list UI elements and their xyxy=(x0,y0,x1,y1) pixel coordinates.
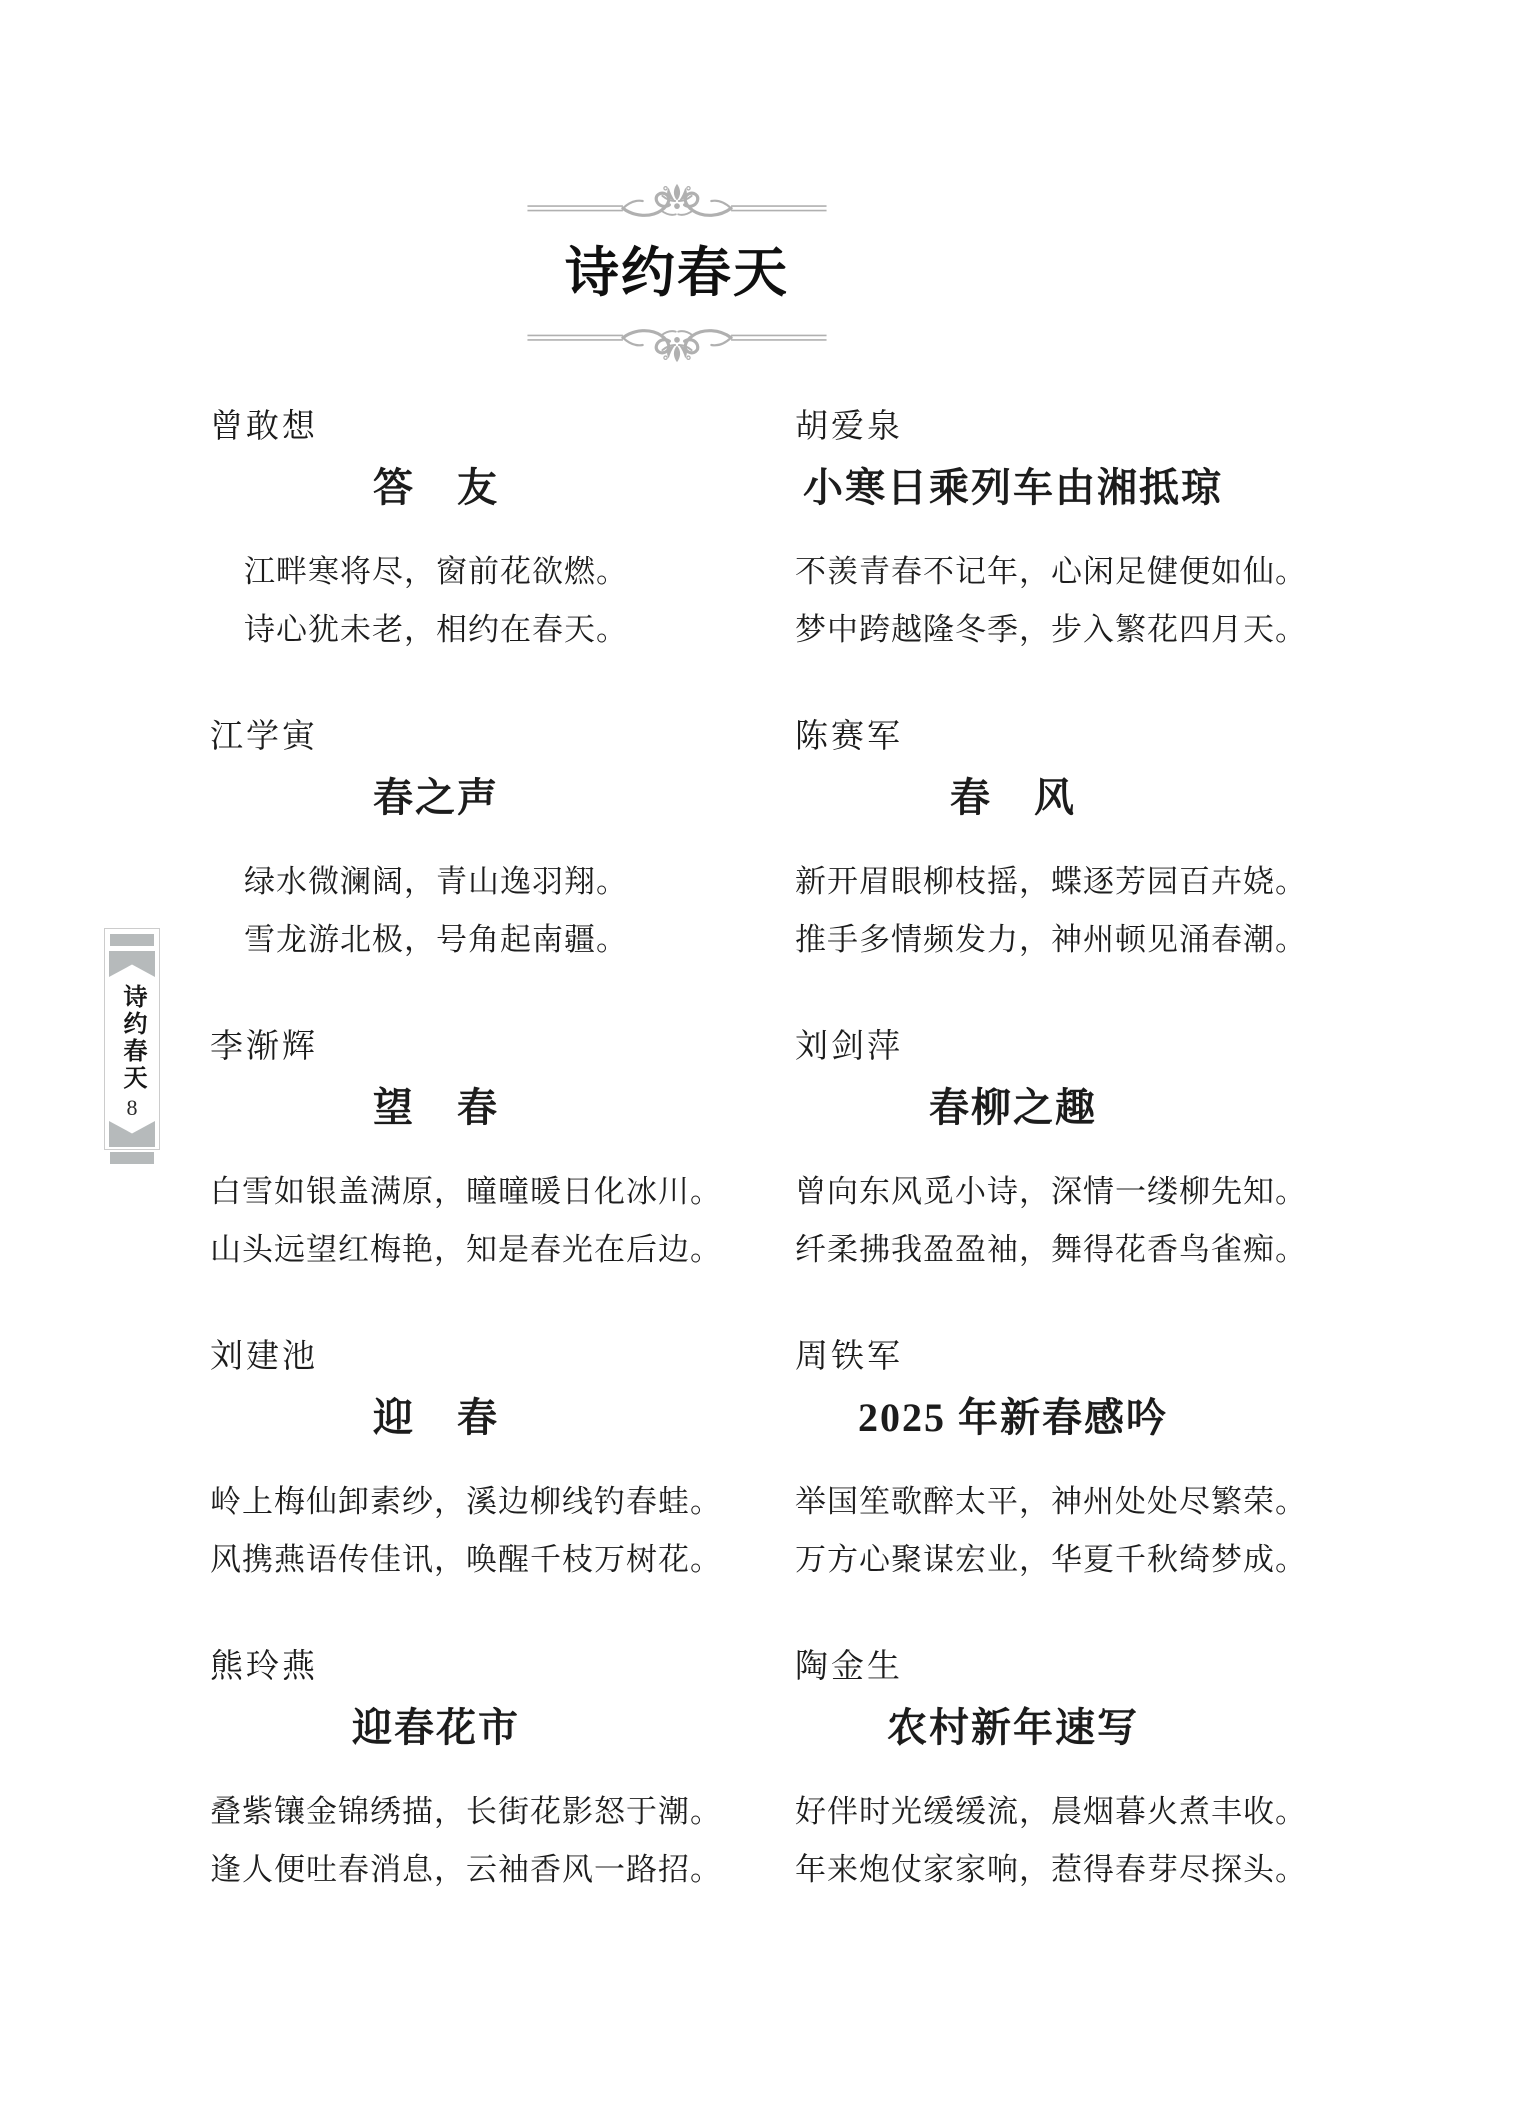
poem-author: 胡爱泉 xyxy=(795,409,903,445)
poem xyxy=(795,1025,1307,1279)
poem-line: 逢人便吐春消息，云袖香风一路招。 xyxy=(210,1852,722,1887)
poem-line: 江畔寒将尽，窗前花欲燃。 xyxy=(244,554,628,589)
poem-author: 陈赛军 xyxy=(795,719,903,755)
poem-line: 诗心犹未老，相约在春天。 xyxy=(244,612,628,647)
floral-divider-top-icon xyxy=(527,180,827,236)
poem xyxy=(210,1335,722,1589)
bookmark-page-number: 8 xyxy=(126,1095,138,1120)
poem-line: 风携燕语传佳讯，唤醒千枝万树花。 xyxy=(210,1542,722,1577)
poem xyxy=(210,405,662,659)
poem xyxy=(795,1645,1307,1899)
poem-line: 曾向东风觅小诗，深情一缕柳先知。 xyxy=(795,1174,1307,1209)
poem-author: 江学寅 xyxy=(210,719,318,755)
poem-title: 迎 春 xyxy=(373,1395,499,1440)
poem-column-right xyxy=(795,405,1307,1955)
poem xyxy=(795,715,1307,969)
poem-title: 春柳之趣 xyxy=(929,1085,1097,1130)
poem-author: 熊玲燕 xyxy=(210,1649,318,1685)
poem-line: 纤柔拂我盈盈袖，舞得花香鸟雀痴。 xyxy=(795,1232,1307,1267)
poem-author: 李渐辉 xyxy=(210,1029,318,1065)
masthead xyxy=(527,180,827,366)
bookmark-top-cap xyxy=(110,934,154,946)
floral-divider-bottom-icon xyxy=(527,310,827,366)
poem xyxy=(795,1335,1307,1589)
poem-line: 年来炮仗家家响，惹得春芽尽探头。 xyxy=(795,1852,1307,1887)
poem-author: 周铁军 xyxy=(795,1339,903,1375)
poem-line: 不羡青春不记年，心闲足健便如仙。 xyxy=(795,554,1307,589)
poem xyxy=(210,715,662,969)
poem-title: 迎春花市 xyxy=(352,1705,520,1750)
poem-line: 推手多情频发力，神州顿见涌春潮。 xyxy=(795,922,1307,957)
poem-author: 刘建池 xyxy=(210,1339,318,1375)
poem xyxy=(210,1645,722,1899)
poem-line: 绿水微澜阔，青山逸羽翔。 xyxy=(244,864,628,899)
poem xyxy=(210,1025,722,1279)
poem-line: 梦中跨越隆冬季，步入繁花四月天。 xyxy=(795,612,1307,647)
poem-line: 新开眉眼柳枝摇，蝶逐芳园百卉娆。 xyxy=(795,864,1307,899)
bookmark-bottom-chevron xyxy=(109,1121,155,1147)
poem-line: 好伴时光缓缓流，晨烟暮火煮丰收。 xyxy=(795,1794,1307,1829)
poem-title: 农村新年速写 xyxy=(887,1705,1139,1750)
page-title: 诗约春天 xyxy=(565,243,789,303)
bookmark-bottom-cap xyxy=(110,1152,154,1164)
poem-line: 白雪如银盖满原，曈曈暖日化冰川。 xyxy=(210,1174,722,1209)
poem-line: 叠紫镶金锦绣描，长街花影怒于潮。 xyxy=(210,1794,722,1829)
poem-line: 山头远望红梅艳，知是春光在后边。 xyxy=(210,1232,722,1267)
poem-column-left xyxy=(210,405,722,1955)
poem-title: 答 友 xyxy=(373,465,499,510)
poem-title: 春之声 xyxy=(373,775,499,820)
poem-author: 刘剑萍 xyxy=(795,1029,903,1065)
poem-line: 雪龙游北极，号角起南疆。 xyxy=(244,922,628,957)
poem xyxy=(795,405,1307,659)
poem-line: 万方心聚谋宏业，华夏千秋绮梦成。 xyxy=(795,1542,1307,1577)
bookmark-section-label: 诗约春天 xyxy=(119,984,145,1092)
poem-author: 陶金生 xyxy=(795,1649,903,1685)
poem-line: 举国笙歌醉太平，神州处处尽繁荣。 xyxy=(795,1484,1307,1519)
poem-title: 小寒日乘列车由湘抵琼 xyxy=(803,465,1223,510)
poem-line: 岭上梅仙卸素纱，溪边柳线钓春蛙。 xyxy=(210,1484,722,1519)
poem-title: 2025 年新春感吟 xyxy=(858,1395,1168,1440)
poem-author: 曾敢想 xyxy=(210,409,318,445)
bookmark-top-chevron xyxy=(109,951,155,977)
poem-title: 望 春 xyxy=(373,1085,499,1130)
poem-title: 春 风 xyxy=(950,775,1076,820)
page-edge-bookmark xyxy=(104,928,160,1150)
